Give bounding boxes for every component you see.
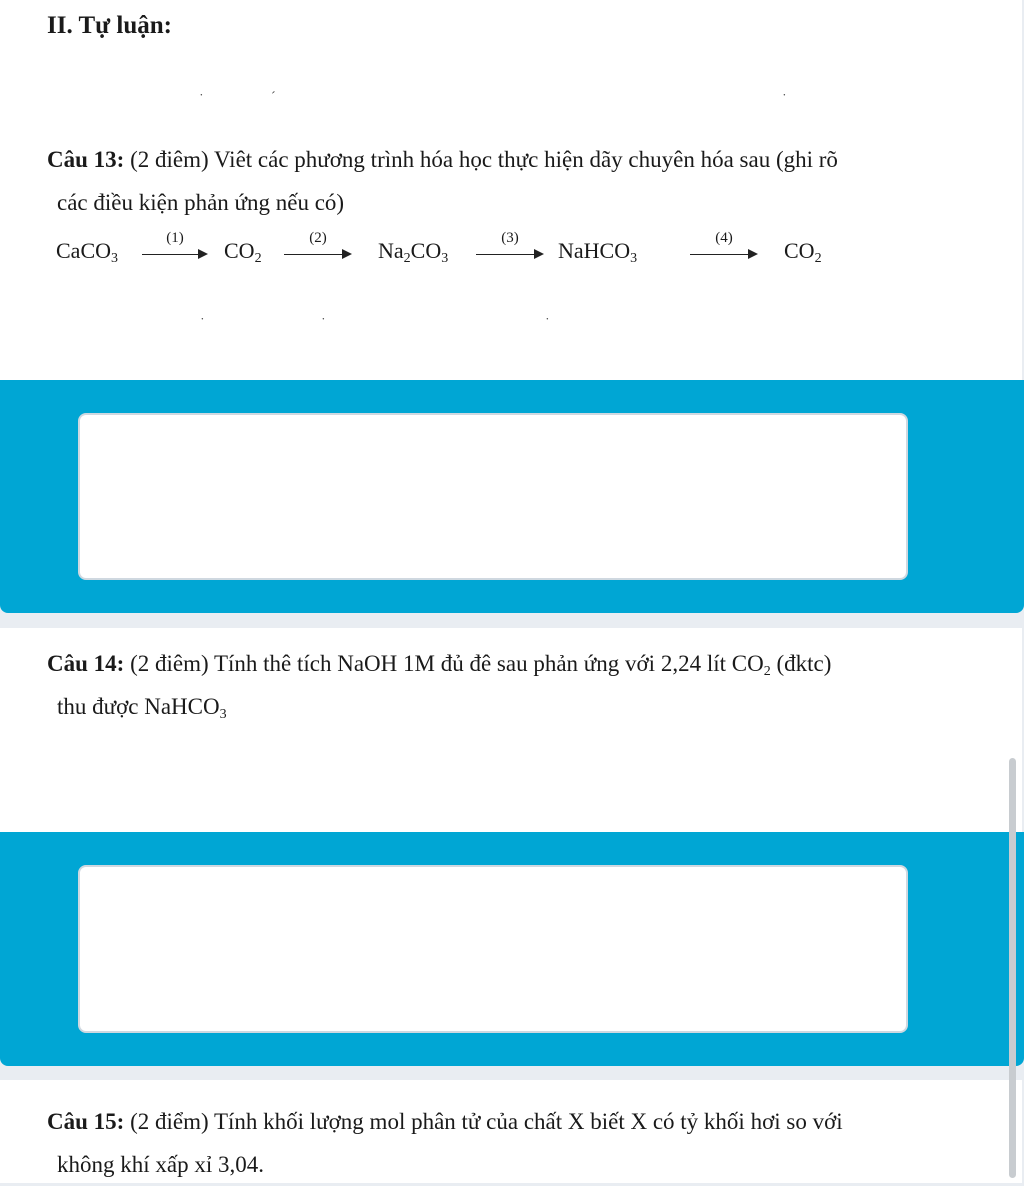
question-15-label: Câu 15: — [47, 1109, 125, 1134]
stray-mark: ˙ — [199, 92, 204, 107]
stray-mark: ˊ — [271, 90, 276, 105]
species-caco3: CaCO$_3$ — [56, 238, 118, 266]
scrollbar-thumb[interactable] — [1009, 758, 1016, 1178]
stray-mark: ˙ — [782, 92, 787, 107]
question-15-line2: không khí xấp xỉ 3,04. — [57, 1152, 264, 1177]
section-title: II. Tự luận: — [47, 12, 173, 39]
question-14-label: Câu 14: — [47, 651, 125, 676]
reaction-arrow-4 — [690, 226, 758, 266]
reaction-arrow-2 — [284, 226, 352, 266]
species-na2co3: $Na_2CO_3$ — [378, 238, 449, 266]
question-13-line2: các điều kiện phản ứng nếu có) — [57, 190, 345, 215]
species-nahco3: NaHCO$_3$ — [558, 238, 638, 266]
question-13-card — [0, 0, 1022, 380]
question-15-card — [0, 1080, 1022, 1183]
question-14-line2: thu được NaHCO$_3$ — [57, 694, 227, 722]
stray-mark: ˙ — [321, 316, 326, 331]
question-15-text: Câu 15: (2 điểm) Tính khối lượng mol phân tử của chất X biết X có tỷ khối hơi so với không khí xấp xỉ 3,04. — [47, 1100, 997, 1186]
question-13-label: Câu 13: — [47, 147, 125, 172]
reaction-arrow-3 — [476, 226, 544, 266]
answer-section-13 — [0, 380, 1024, 613]
answer-input-14[interactable] — [78, 865, 908, 1033]
stray-mark: ˙ — [545, 316, 550, 331]
stray-mark: ˙ — [200, 316, 205, 331]
arrow-label-3: (3) — [501, 230, 519, 246]
species-co2-final: $CO_2$ — [784, 238, 822, 266]
reaction-arrow-1 — [142, 226, 208, 266]
reaction-chain — [56, 226, 956, 276]
arrow-label-1: (1) — [166, 230, 184, 246]
arrow-label-4: (4) — [715, 230, 733, 246]
question-14-card — [0, 628, 1022, 832]
question-13-line1: (2 điêm) Viêt các phương trình hóa học thực hiện dãy chuyên hóa sau (ghi rõ — [124, 147, 838, 172]
answer-input-13[interactable] — [78, 413, 908, 580]
arrow-label-2: (2) — [309, 230, 327, 246]
answer-section-14 — [0, 832, 1024, 1066]
question-13-text — [47, 138, 997, 224]
species-co2: $CO_2$ — [224, 238, 262, 266]
question-14-text: Câu 14: (2 điêm) Tính thê tích NaOH 1M đủ đê sau phản ứng với 2,24 lít $CO_2$ (đktc) thu được NaHCO$_3$ — [47, 642, 997, 728]
